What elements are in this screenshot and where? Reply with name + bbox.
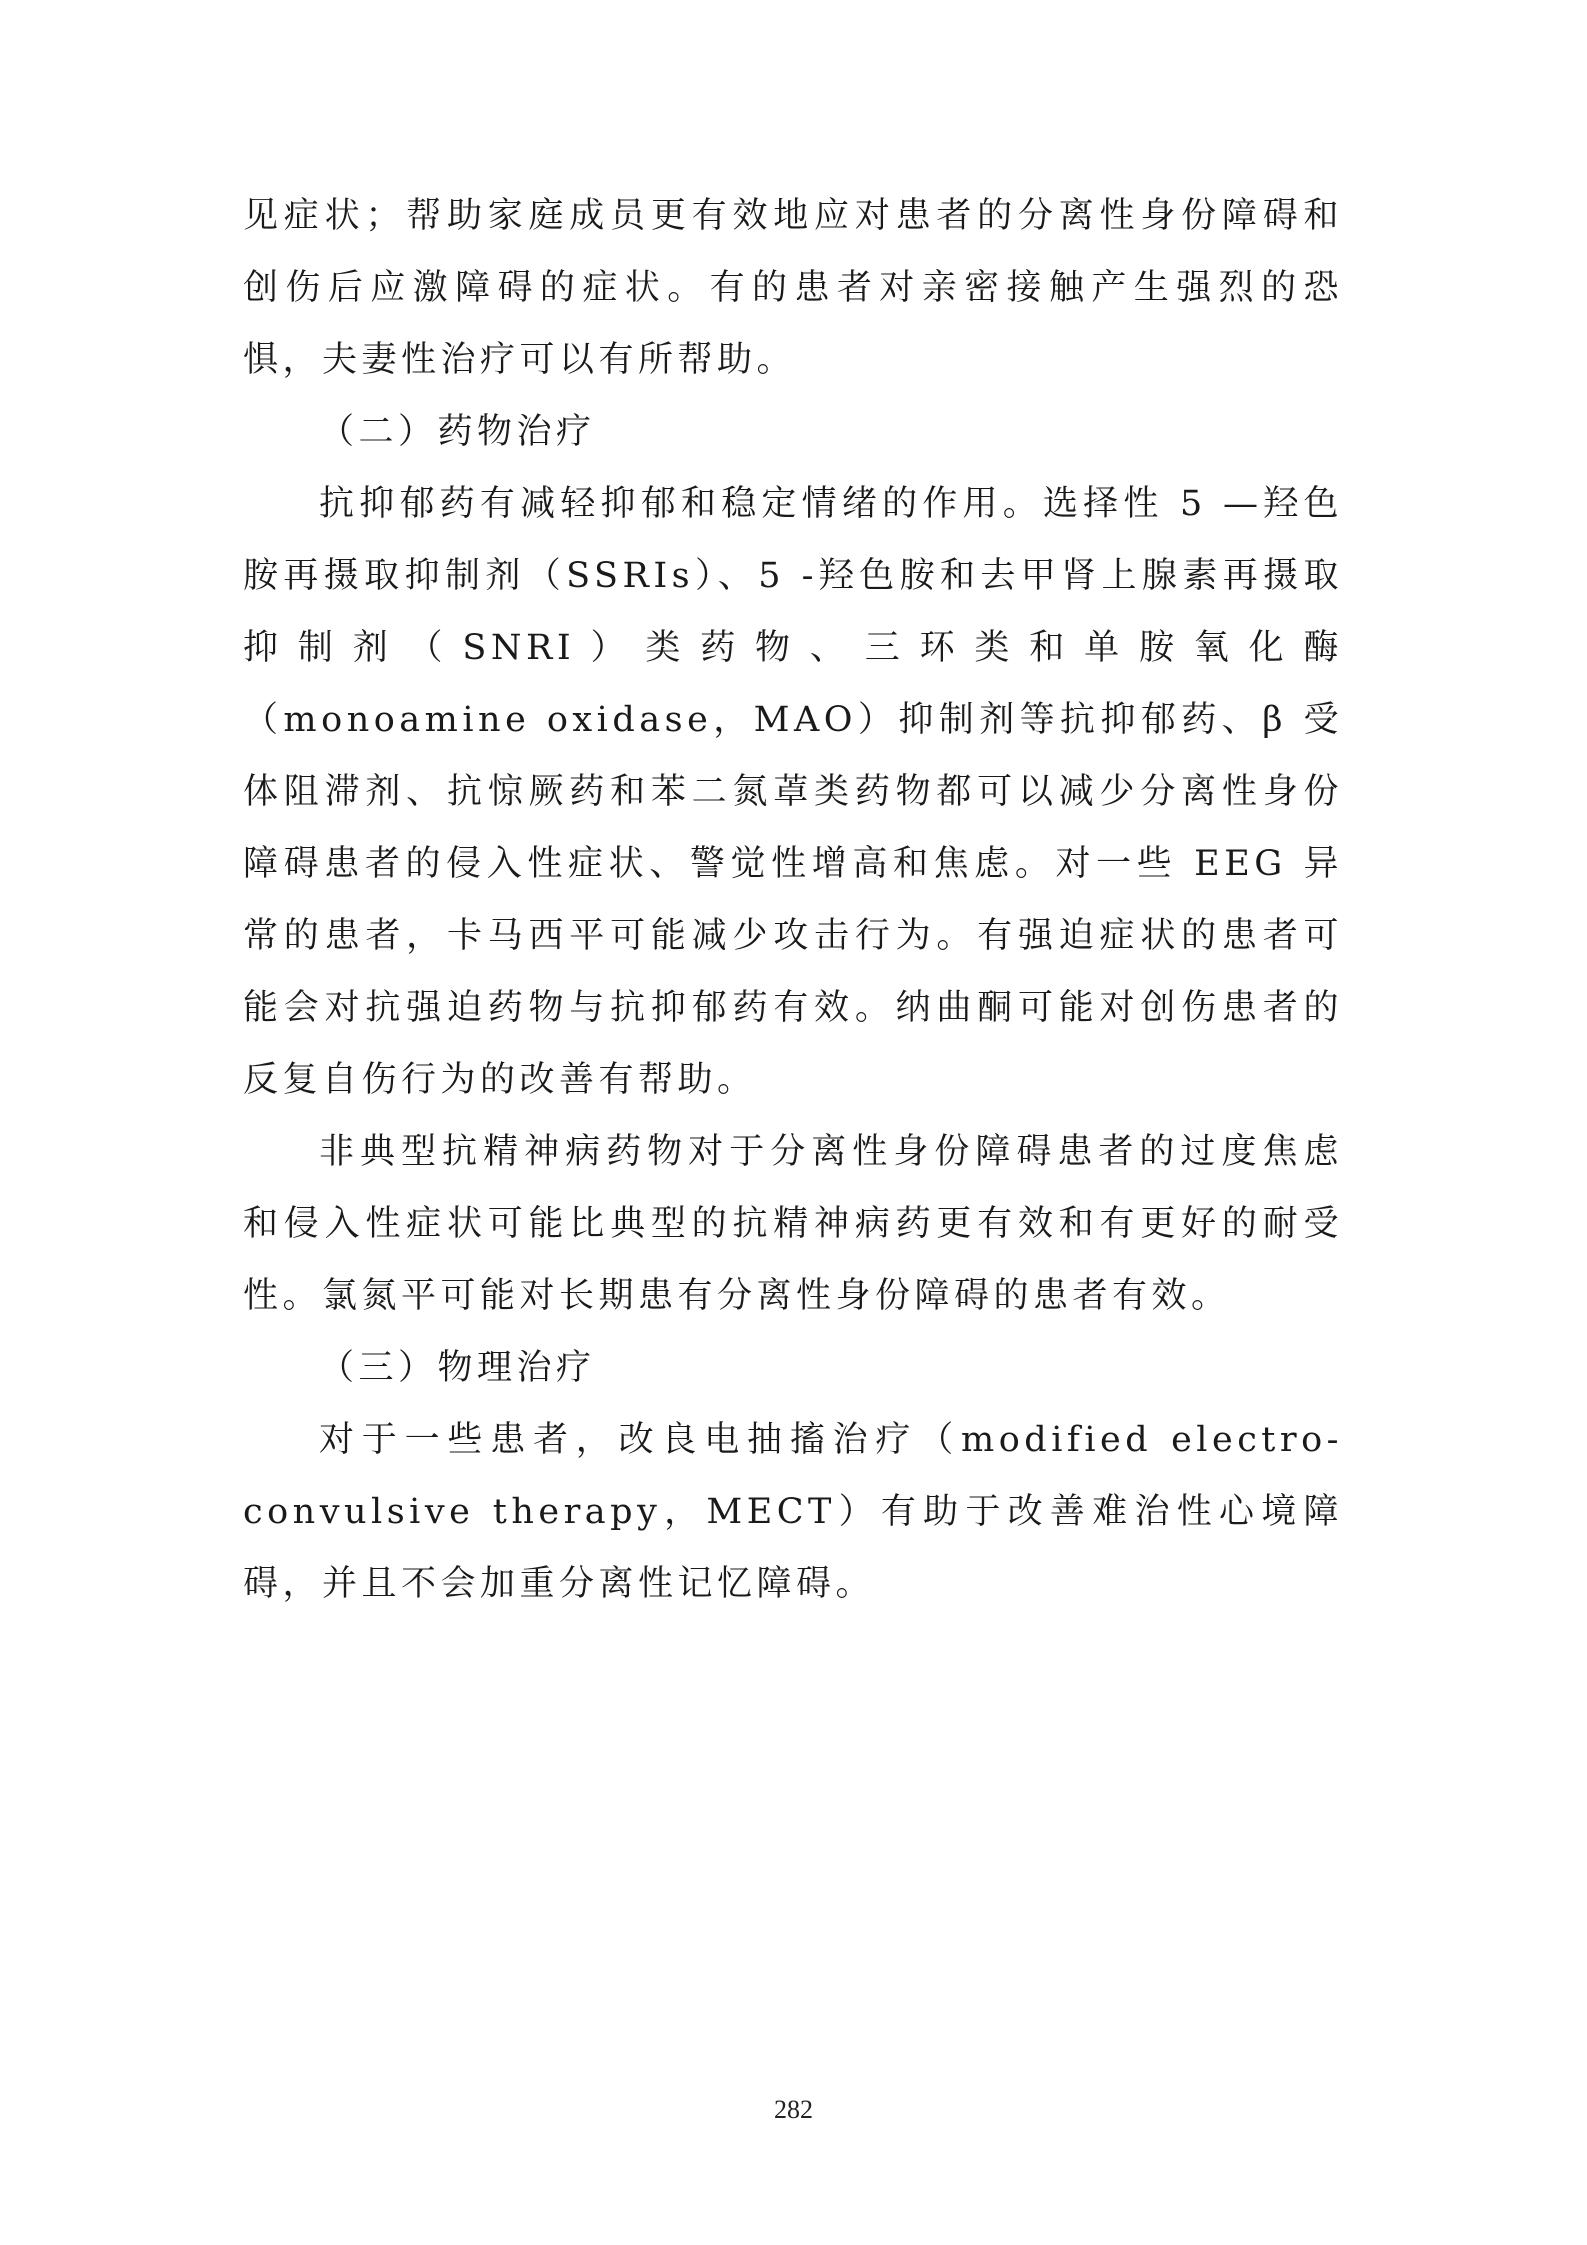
document-body xyxy=(243,180,1343,1620)
section-heading-drug-therapy: （二）药物治疗 xyxy=(319,412,596,452)
paragraph-mect: 对于一些患者，改良电抽搐治疗（modified electro- convulsive therapy，MECT）有助于改善难治性心境障碍，并且不会加重分离性记忆障碍。 xyxy=(243,1420,1343,1604)
page-number: 282 xyxy=(774,2095,813,2124)
paragraph-antidepressants: 抗抑郁药有减轻抑郁和稳定情绪的作用。选择性 5 —羟色胺再摄取抑制剂（SSRIs）、5 -羟色胺和去甲肾上腺素再摄取抑制剂（SNRI）类药物、三环类和单胺氧化酶（monoamine oxidase，MAO）抑制剂等抗抑郁药、β 受体阻滞剂、抗惊厥药和苯二氮䓬类药物都可以减少分离性身份障碍患者的侵入性症状、警觉性增高和焦虑。对一些 EEG 异常的患者，卡马西平可能减少攻击行为。有强迫症状的患者可能会对抗强迫药物与抗抑郁药有效。纳曲酮可能对创伤患者的反复自伤行为的改善有帮助。 xyxy=(243,484,1343,1100)
paragraph-family-therapy: 见症状；帮助家庭成员更有效地应对患者的分离性身份障碍和创伤后应激障碍的症状。有的患者对亲密接触产生强烈的恐惧，夫妻性治疗可以有所帮助。 xyxy=(243,196,1343,380)
section-heading-physical-therapy: （三）物理治疗 xyxy=(319,1348,596,1388)
paragraph-antipsychotics: 非典型抗精神病药物对于分离性身份障碍患者的过度焦虑和侵入性症状可能比典型的抗精神病药更有效和有更好的耐受性。氯氮平可能对长期患有分离性身份障碍的患者有效。 xyxy=(243,1132,1343,1316)
